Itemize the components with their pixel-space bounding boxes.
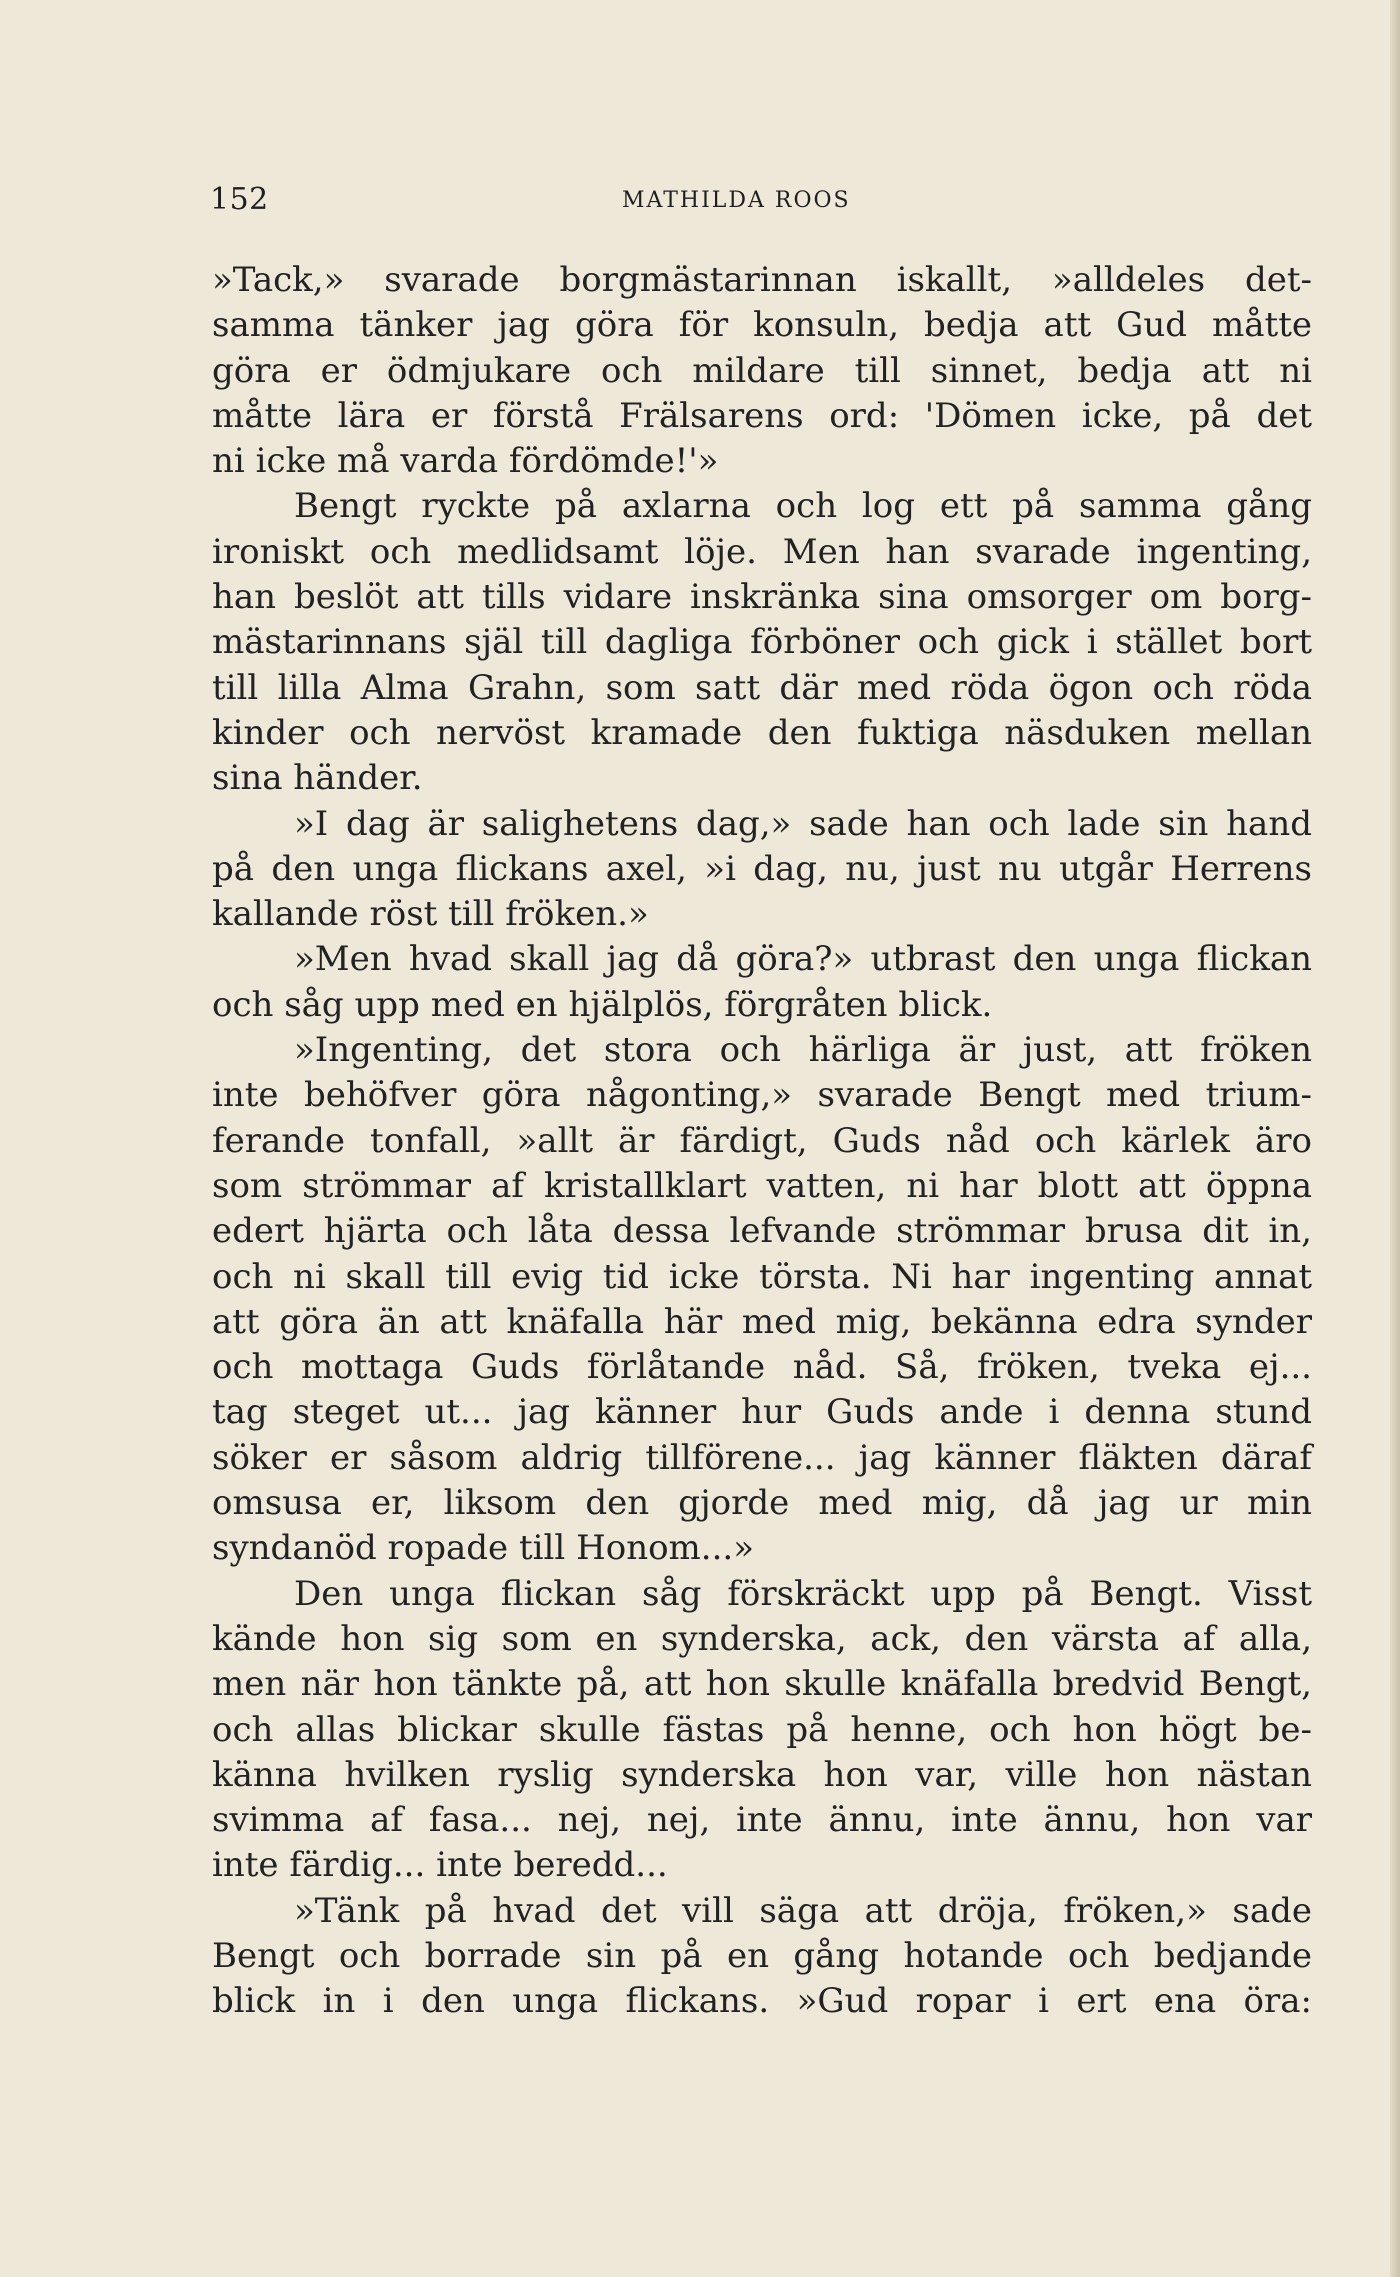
text-line: ni icke må varda fördömde!'» <box>212 441 719 482</box>
text-line: men när hon tänkte på, att hon skulle knäfalla bredvid Bengt, <box>212 1664 1312 1705</box>
text-line: och ni skall till evig tid icke törsta. Ni har ingenting annat <box>212 1256 1312 1297</box>
text-line: han beslöt att tills vidare inskränka sina omsorger om borg- <box>212 577 1312 618</box>
text-line: blick in i den unga flickans. »Gud ropar i ert ena öra: <box>212 1981 1312 2022</box>
text-line: ferande tonfall, »allt är färdigt, Guds nåd och kärlek äro <box>212 1120 1312 1161</box>
text-line: »I dag är salighetens dag,» sade han och lade sin hand <box>294 803 1312 844</box>
text-line: och såg upp med en hjälplös, förgråten blick. <box>212 984 993 1025</box>
text-line: kallande röst till fröken.» <box>212 894 649 935</box>
text-line: måtte lära er förstå Frälsarens ord: 'Dömen icke, på det <box>212 395 1312 436</box>
page-header <box>0 182 1400 226</box>
text-line: tag steget ut... jag känner hur Guds ande i denna stund <box>212 1392 1312 1433</box>
text-line: samma tänker jag göra för konsuln, bedja att Gud måtte <box>212 305 1312 346</box>
text-line: ironiskt och medlidsamt löje. Men han svarade ingenting, <box>212 531 1312 572</box>
text-line: kinder och nervöst kramade den fuktiga näsduken mellan <box>212 712 1312 753</box>
text-line: söker er såsom aldrig tillförene... jag känner fläkten däraf <box>212 1437 1312 1478</box>
text-line: »Ingenting, det stora och härliga är just, att fröken <box>294 1030 1312 1071</box>
text-line: och mottaga Guds förlåtande nåd. Så, fröken, tveka ej... <box>212 1347 1312 1388</box>
text-line: att göra än att knäfalla här med mig, bekänna edra synder <box>212 1301 1312 1342</box>
text-line: Bengt ryckte på axlarna och log ett på samma gång <box>294 486 1312 527</box>
body-text <box>212 258 1312 2025</box>
running-head: MATHILDA ROOS <box>622 188 851 213</box>
text-line: kände hon sig som en synderska, ack, den värsta af alla, <box>212 1618 1312 1659</box>
page-number: 152 <box>210 182 269 217</box>
text-line: syndanöd ropade till Honom...» <box>212 1528 755 1569</box>
text-line: omsusa er, liksom den gjorde med mig, då jag ur min <box>212 1483 1312 1524</box>
text-line: på den unga flickans axel, »i dag, nu, just nu utgår Herrens <box>212 848 1312 889</box>
page-edge <box>1390 0 1400 2277</box>
text-line: inte behöfver göra någonting,» svarade Bengt med trium- <box>212 1075 1312 1116</box>
text-line: svimma af fasa... nej, nej, inte ännu, inte ännu, hon var <box>212 1800 1312 1841</box>
text-line: känna hvilken ryslig synderska hon var, ville hon nästan <box>212 1754 1312 1795</box>
text-line: göra er ödmjukare och mildare till sinnet, bedja att ni <box>212 350 1312 391</box>
text-line: sina händer. <box>212 758 423 799</box>
text-line: »Tack,» svarade borgmästarinnan iskallt, »alldeles det- <box>212 260 1312 300</box>
text-line: och allas blickar skulle fästas på henne, och hon högt be- <box>212 1709 1312 1750</box>
text-line: inte färdig... inte beredd... <box>212 1845 668 1886</box>
text-line: »Tänk på hvad det vill säga att dröja, fröken,» sade <box>294 1890 1312 1931</box>
text-line: »Men hvad skall jag då göra?» utbrast den unga flickan <box>294 939 1312 980</box>
text-line: som strömmar af kristallklart vatten, ni har blott att öppna <box>212 1165 1312 1206</box>
text-line: edert hjärta och låta dessa lefvande strömmar brusa dit in, <box>212 1211 1312 1252</box>
text-line: till lilla Alma Grahn, som satt där med röda ögon och röda <box>212 667 1312 708</box>
text-line: Bengt och borrade sin på en gång hotande och bedjande <box>212 1935 1312 1976</box>
text-line: mästarinnans själ till dagliga förböner och gick i stället bort <box>212 622 1312 663</box>
text-line: Den unga flickan såg förskräckt upp på Bengt. Visst <box>294 1573 1312 1614</box>
